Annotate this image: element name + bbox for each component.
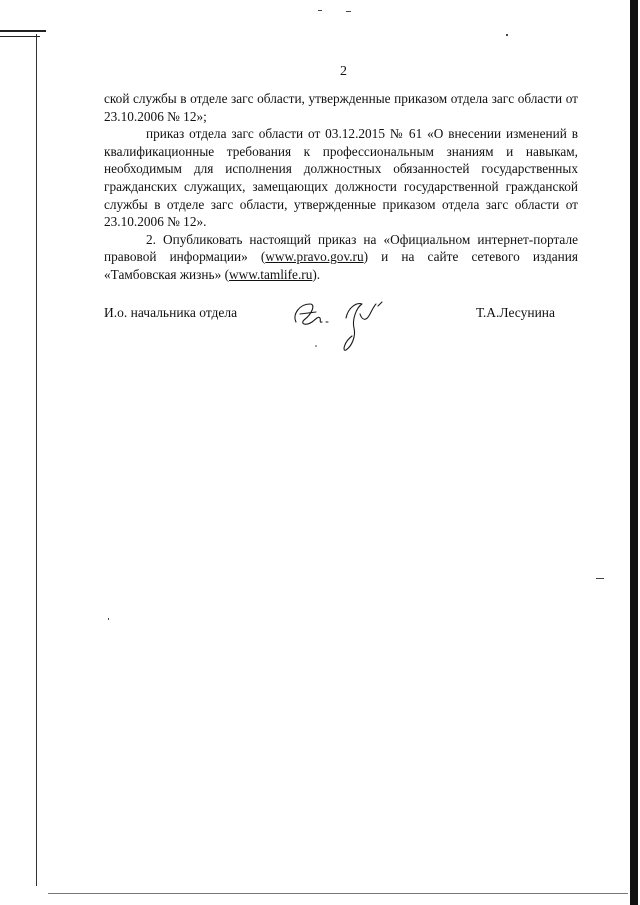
- item2-text-middle: ) и на сайте сетевого издания «Тамбовская жизнь» (: [104, 249, 578, 282]
- scan-speck: [318, 10, 322, 11]
- item2-text-after: ).: [312, 266, 321, 282]
- handwritten-signature: [286, 292, 396, 356]
- scan-bottom-line: [48, 893, 628, 894]
- scan-speck: [108, 618, 109, 620]
- link-tamlife[interactable]: www.tamlife.ru: [229, 266, 313, 282]
- scan-speck: [506, 34, 508, 36]
- scan-speck: [596, 578, 604, 579]
- paragraph-item-2: [104, 231, 578, 284]
- paragraph-continuation: ской службы в отделе загс области, утвержденные приказом отдела загс области от 23.10.2006 № 12»;: [104, 91, 578, 124]
- item2-text-before: 2. Опубликовать настоящий приказ на «Официальном интернет-портале правовой информации» (: [104, 231, 578, 265]
- scan-right-edge-shadow: [630, 0, 638, 905]
- paragraph-order-61: приказ отдела загс области от 03.12.2015 № 61 «О внесении изменений в квалификационные требования к профессиональным знаниям и навыкам, необходимым для исполнения должностных обязанностей государственных гражданских служащих, замещающих должности государственной гражданской службы в отделе загс области, утвержденные приказом отдела загс области от 23.10.2006 № 12».: [104, 126, 578, 230]
- link-pravo[interactable]: www.pravo.gov.ru: [265, 249, 364, 265]
- signatory-name: Т.А.Лесунина: [476, 305, 556, 320]
- document-body: [104, 90, 578, 284]
- scan-left-margin-line: [36, 34, 37, 886]
- scan-speck: [346, 11, 351, 12]
- signatory-title: И.о. начальника отдела: [104, 305, 238, 320]
- page-number: 2: [340, 64, 347, 79]
- scan-top-left-mark: [0, 30, 46, 32]
- scan-top-left-mark: [0, 36, 40, 37]
